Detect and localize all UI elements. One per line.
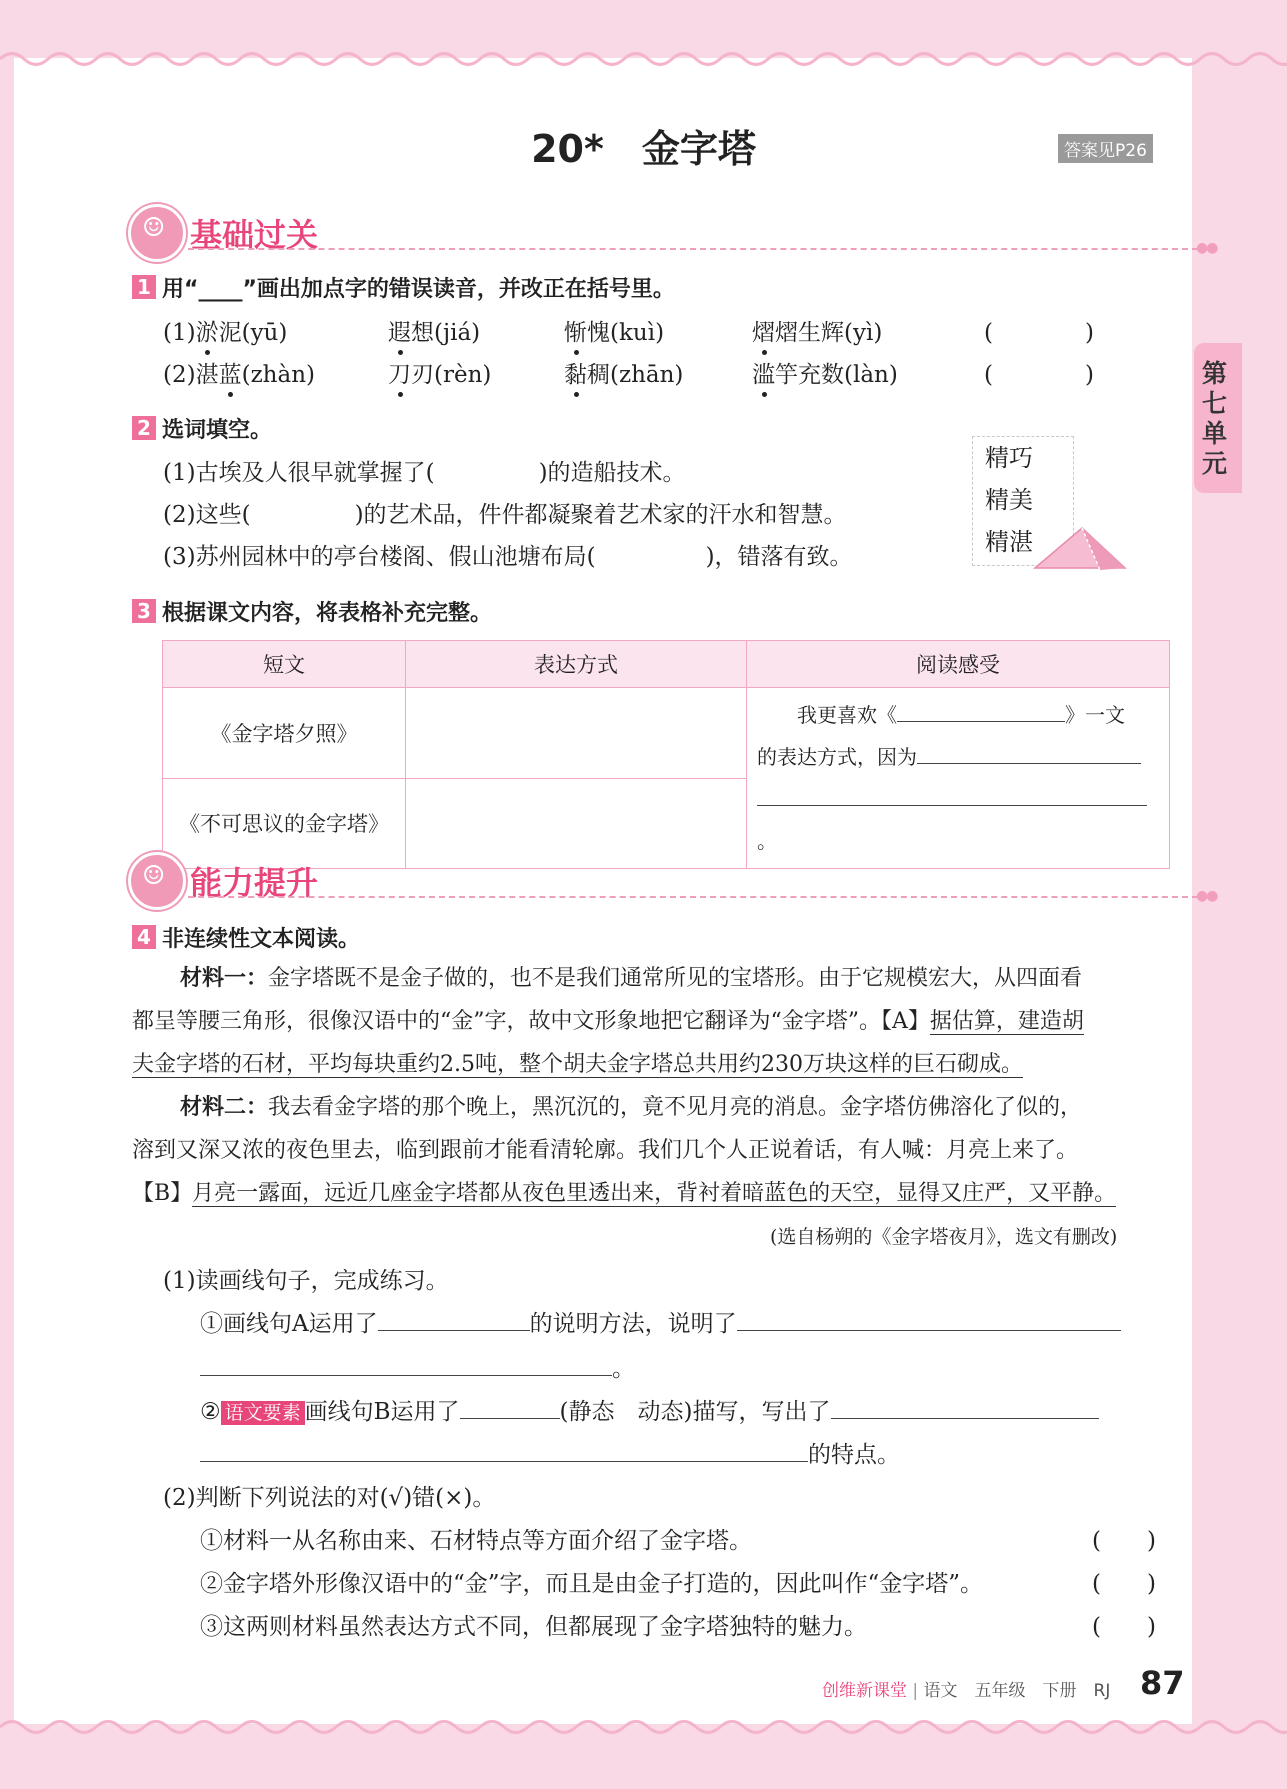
judge-item: ①材料一从名称由来、石材特点等方面介绍了金字塔。: [200, 1528, 752, 1554]
material-text: 【B】: [132, 1181, 193, 1206]
language-element-badge: 语文要素: [221, 1401, 305, 1425]
material-1-line-2: [132, 1000, 1084, 1043]
question-1: [132, 272, 675, 303]
question-1-instruction: 用“____”画出加点字的错误读音，并改正在括号里。: [162, 277, 675, 302]
dotted-char: 熠: [752, 320, 775, 346]
q2-sentence-1: [163, 454, 686, 487]
subquestion-text: 画线句B运用了: [304, 1399, 460, 1425]
subquestion-text: ②: [200, 1399, 221, 1425]
q1-row-1: [163, 314, 287, 347]
table-cell-title: 《不可思议的金字塔》: [163, 778, 406, 869]
sentence-part: (1)古埃及人很早就掌握了(: [163, 460, 435, 486]
table-header-cell: 表达方式: [406, 641, 747, 688]
q1-row-1-word-2: [388, 314, 480, 347]
underlined-sentence-a: 据估算，建造胡: [929, 1009, 1084, 1034]
question-4-instruction: 非连续性文本阅读。: [162, 927, 361, 952]
q1-row-2-label: (2): [163, 362, 196, 388]
dotted-char: 蓝: [218, 362, 242, 388]
subquestion-text: ①画线句A运用了: [200, 1311, 378, 1337]
subquestion-1-b-cont: [200, 1436, 900, 1469]
word-part: 愧(kuì): [587, 320, 665, 346]
q2-sentence-3: [163, 538, 853, 571]
q1-row-2: [163, 356, 315, 389]
sentence-part: )，错落有致。: [705, 544, 853, 570]
dotted-char: 滥: [752, 362, 775, 388]
footer-info: 语文 五年级 下册 RJ: [923, 1681, 1111, 1701]
footer-brand: 创维新课堂: [822, 1681, 907, 1701]
question-2: [132, 413, 272, 444]
page-number: 87: [1140, 1664, 1185, 1702]
feeling-text: 我更喜欢《: [797, 703, 897, 727]
word-part: 刃(rèn): [411, 362, 492, 388]
word-part: 泥(yū): [218, 320, 288, 346]
judge-item: ③这两则材料虽然表达方式不同，但都展现了金字塔独特的魅力。: [200, 1614, 867, 1640]
subquestion-1-b: [200, 1393, 1099, 1426]
table-header-row: [163, 641, 1170, 688]
section-header-ability: [128, 852, 1217, 906]
material-1-line-3: [132, 1043, 1023, 1086]
material-text: 金字塔既不是金子做的，也不是我们通常所见的宝塔形。由于它规模宏大，从四面看: [268, 966, 1083, 991]
reading-feeling-cell[interactable]: [747, 688, 1170, 869]
footer-separator: |: [912, 1681, 919, 1701]
subquestion-text: 。: [612, 1356, 635, 1382]
sentence-part: )的造船技术。: [538, 460, 686, 486]
word-part: 湛: [195, 362, 219, 388]
q1-row-2-word-4: [752, 356, 898, 389]
section-header-basics: [128, 204, 1217, 258]
material-text: 溶到又深又浓的夜色里去，临到跟前才能看清轮廓。我们几个人正说着话，有人喊：月亮上来了。: [132, 1138, 1079, 1163]
q1-row-1-word-3: [564, 314, 664, 347]
table-header-cell: 阅读感受: [747, 641, 1170, 688]
q1-row-2-word-3: [564, 356, 683, 389]
blank[interactable]: [200, 1375, 612, 1376]
blank[interactable]: [378, 1330, 530, 1331]
sentence-part: (3)苏州园林中的亭台楼阁、假山池塘布局(: [163, 544, 596, 570]
page-title: 20* 金字塔: [531, 127, 756, 171]
table-cell-title: 《金字塔夕照》: [163, 688, 406, 779]
word-part: 熠生辉(yì): [775, 320, 883, 346]
feeling-line-3: [757, 778, 1159, 862]
material-label: 材料二：: [180, 1095, 269, 1120]
pyramid-icon: [1030, 524, 1130, 574]
blank[interactable]: [917, 763, 1141, 764]
feeling-line-2: [757, 736, 1159, 778]
decorative-dots-icon: ●●: [1196, 240, 1217, 256]
dotted-char: 淤: [195, 320, 219, 346]
word-part: (zhàn): [241, 362, 315, 388]
answer-paren[interactable]: ( ): [984, 320, 1094, 346]
table-cell-answer[interactable]: [406, 688, 747, 779]
subquestion-1-a-cont: [200, 1350, 635, 1383]
word-part: 稠(zhān): [587, 362, 684, 388]
blank[interactable]: [897, 721, 1065, 722]
subquestion-1-title: (1)读画线句子，完成练习。: [163, 1268, 449, 1294]
q1-row-1-label: (1): [163, 320, 196, 346]
unit-side-tab: [1194, 343, 1242, 493]
material-2-line-2: [132, 1129, 1078, 1172]
word-choice: 精巧: [985, 444, 1033, 472]
sentence-part: )的艺术品，件件都凝聚着艺术家的汗水和智慧。: [354, 502, 847, 528]
table-header-cell: 短文: [163, 641, 406, 688]
feeling-text: 的表达方式，因为: [757, 745, 917, 769]
question-number-3: 3: [132, 599, 156, 623]
wave-border-top: [0, 48, 1287, 70]
table-row: [163, 688, 1170, 779]
dotted-char: 黏: [564, 362, 587, 388]
subquestion-text: 的说明方法，说明了: [529, 1311, 737, 1337]
answer-paren[interactable]: ( ): [984, 362, 1094, 388]
sentence-part: (2)这些(: [163, 502, 251, 528]
subquestion-1-a: [200, 1305, 1121, 1338]
feeling-line-1: [757, 694, 1159, 736]
dashed-divider: [188, 896, 1198, 898]
wave-border-bottom: [0, 1716, 1287, 1738]
dotted-char: 惭: [564, 320, 587, 346]
question-number-2: 2: [132, 416, 156, 440]
judge-answer-paren[interactable]: ( ): [1092, 1528, 1156, 1554]
judge-answer-paren[interactable]: ( ): [1092, 1571, 1156, 1597]
feeling-text: 》一文: [1065, 703, 1125, 727]
feeling-text: 。: [757, 829, 777, 853]
subquestion-text: (静态 动态)描写，写出了: [559, 1399, 831, 1425]
material-2-line-1: [180, 1086, 1082, 1129]
judge-item: ②金字塔外形像汉语中的“金”字，而且是由金子打造的，因此叫作“金字塔”。: [200, 1571, 984, 1597]
expression-table: [162, 640, 1170, 869]
word-part: 竽充数(làn): [775, 362, 898, 388]
cartoon-avatar-icon: ☺: [128, 204, 186, 262]
word-part: 想(jiá): [411, 320, 481, 346]
footer: [822, 1676, 1110, 1701]
q1-row-2-word-2: [388, 356, 491, 389]
blank[interactable]: [460, 1418, 560, 1419]
judge-answer-paren[interactable]: ( ): [1092, 1614, 1156, 1640]
material-1-line-1: [180, 957, 1082, 1000]
q1-row-1-word-4: [752, 314, 882, 347]
decorative-dots-icon: ●●: [1196, 888, 1217, 904]
source-citation: (选自杨朔的《金字塔夜月》，选文有删改): [770, 1226, 1118, 1248]
unit-side-tab-label: 第七单元: [1202, 359, 1228, 478]
dashed-divider: [188, 248, 1198, 250]
word-choice: 精湛: [985, 528, 1033, 556]
question-number-4: 4: [132, 925, 156, 949]
answer-reference-tag: 答案见P26: [1058, 134, 1153, 163]
question-3: [132, 596, 492, 627]
underlined-sentence-b: 月亮一露面，远近几座金字塔都从夜色里透出来，背衬着暗蓝色的天空，显得又庄严，又平静。: [192, 1181, 1117, 1206]
question-3-instruction: 根据课文内容，将表格补充完整。: [162, 601, 493, 626]
question-4: [132, 922, 360, 953]
material-2-line-3: [132, 1172, 1116, 1215]
subquestion-text: 的特点。: [808, 1442, 900, 1468]
blank[interactable]: [200, 1461, 808, 1462]
blank[interactable]: [831, 1418, 1099, 1419]
question-number-1: 1: [132, 275, 156, 299]
dotted-char: 遐: [388, 320, 411, 346]
dotted-char: 刀: [388, 362, 411, 388]
blank[interactable]: [737, 1330, 1121, 1331]
underlined-sentence-a: 夫金字塔的石材，平均每块重约2.5吨，整个胡夫金字塔总共用约230万块这样的巨石砌成。: [132, 1052, 1023, 1077]
material-label: 材料一：: [180, 966, 269, 991]
section-title-basics: 基础过关: [190, 216, 319, 254]
subquestion-2-title: (2)判断下列说法的对(√)错(×)。: [163, 1485, 496, 1511]
section-title-ability: 能力提升: [190, 864, 319, 902]
q2-sentence-2: [163, 496, 847, 529]
blank[interactable]: [757, 805, 1147, 806]
cartoon-avatar-icon: ☺: [128, 852, 186, 910]
question-2-instruction: 选词填空。: [162, 418, 273, 443]
word-choice: 精美: [985, 486, 1033, 514]
material-text: 都呈等腰三角形，很像汉语中的“金”字，故中文形象地把它翻译为“金字塔”。【A】: [132, 1009, 930, 1034]
material-text: 我去看金字塔的那个晚上，黑沉沉的，竟不见月亮的消息。金字塔仿佛溶化了似的，: [268, 1095, 1083, 1120]
